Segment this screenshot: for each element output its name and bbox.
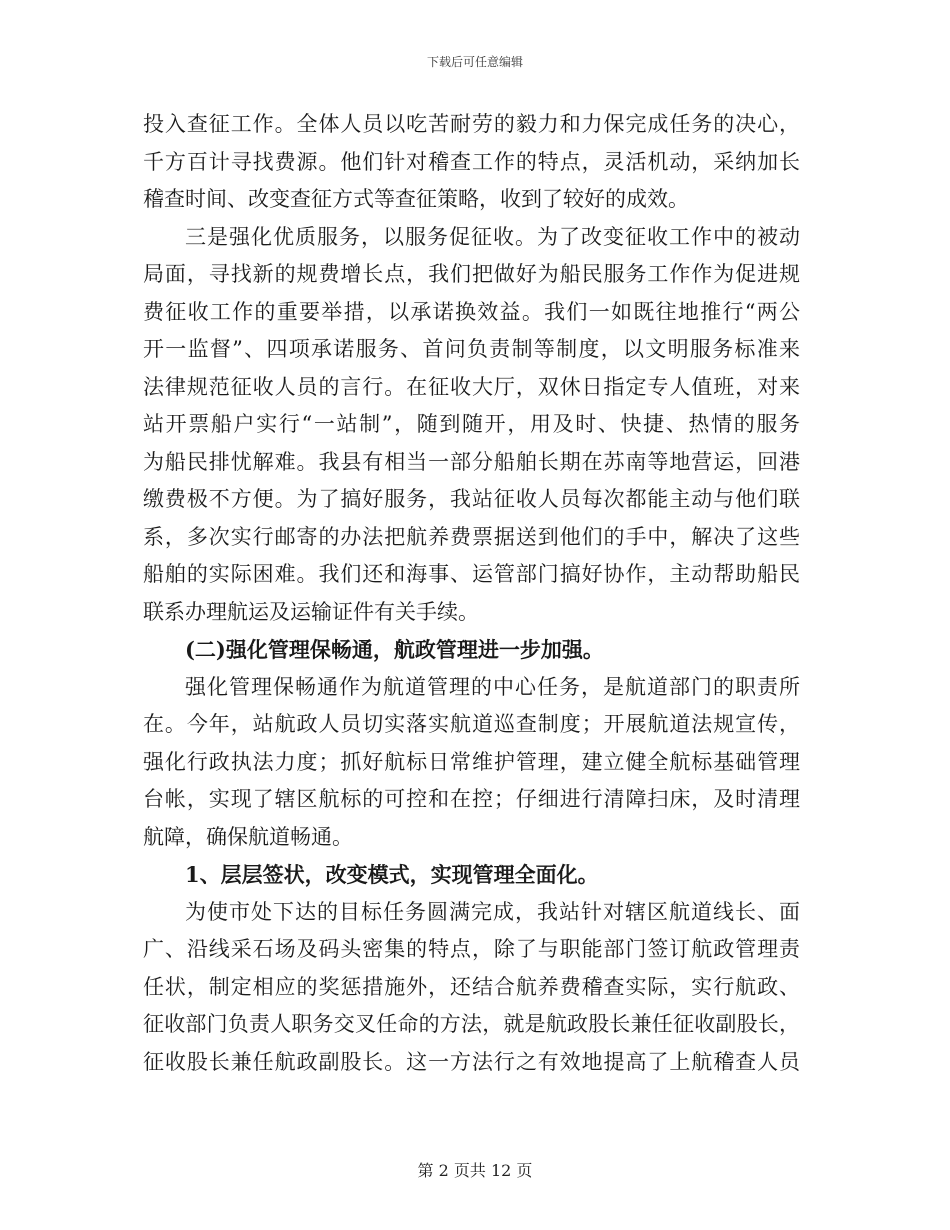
section-heading-line: (二)强化管理保畅通，航政管理进一步加强。	[185, 637, 604, 662]
paragraph-line: 稽查时间、改变查征方式等查征策略，收到了较好的成效。	[143, 187, 689, 211]
paragraph-line: 为船民排忧解难。我县有相当一部分船舶长期在苏南等地营运，回港	[143, 449, 800, 474]
paragraph-line: 法律规范征收人员的言行。在征收大厅，双休日指定专人值班，对来	[143, 374, 800, 399]
paragraph-line: 征收部门负责人职务交叉任命的方法，就是航政股长兼任征收副股长，	[143, 1012, 800, 1036]
paragraph-line: 强化行政执法力度；抓好航标日常维护管理，建立健全航标基础管理	[143, 749, 800, 774]
paragraph-line: 开一监督”、四项承诺服务、首问负责制等制度，以文明服务标准来	[143, 337, 800, 361]
paragraph-line: 费征收工作的重要举措，以承诺换效益。我们一如既往地推行“两公	[143, 299, 800, 324]
paragraph-line: 系，多次实行邮寄的办法把航养费票据送到他们的手中，解决了这些	[143, 524, 800, 549]
page-footer: 第 2 页共 12 页	[417, 1161, 533, 1180]
paragraph-line: 站开票船户实行“一站制”，随到随开，用及时、快捷、热情的服务	[143, 412, 800, 436]
document-body	[143, 106, 800, 1081]
paragraph-line: 广、沿线采石场及码头密集的特点，除了与职能部门签订航政管理责	[143, 937, 800, 961]
paragraph-line: 船舶的实际困难。我们还和海事、运管部门搞好协作，主动帮助船民	[143, 562, 800, 586]
paragraph-line: 三是强化优质服务，以服务促征收。为了改变征收工作中的被动	[185, 224, 800, 249]
paragraph-line: 联系办理航运及运输证件有关手续。	[143, 599, 479, 624]
paragraph-line: 航障，确保航道畅通。	[143, 824, 353, 849]
paragraph-line: 为使市处下达的目标任务圆满完成，我站针对辖区航道线长、面	[185, 899, 800, 924]
paragraph-line: 任状，制定相应的奖惩措施外，还结合航养费稽查实际，实行航政、	[143, 974, 800, 999]
paragraph-line: 台帐，实现了辖区航标的可控和在控；仔细进行清障扫床，及时清理	[143, 787, 800, 811]
paragraph-line: 千方百计寻找费源。他们针对稽查工作的特点，灵活机动，采纳加长	[143, 149, 800, 174]
page-header: 下载后可任意编辑	[426, 55, 523, 69]
paragraph-line: 缴费极不方便。为了搞好服务，我站征收人员每次都能主动与他们联	[143, 487, 800, 511]
section-heading-line: 1、层层签状，改变模式，实现管理全面化。	[185, 862, 599, 887]
paragraph-line: 征收股长兼任航政副股长。这一方法行之有效地提高了上航稽查人员	[143, 1049, 800, 1074]
paragraph-line: 在。今年，站航政人员切实落实航道巡查制度；开展航道法规宣传，	[143, 712, 800, 736]
paragraph-line: 投入查征工作。全体人员以吃苦耐劳的毅力和力保完成任务的决心，	[143, 112, 800, 136]
paragraph-line: 强化管理保畅通作为航道管理的中心任务，是航道部门的职责所	[185, 674, 800, 699]
paragraph-line: 局面，寻找新的规费增长点，我们把做好为船民服务工作作为促进规	[143, 262, 800, 286]
